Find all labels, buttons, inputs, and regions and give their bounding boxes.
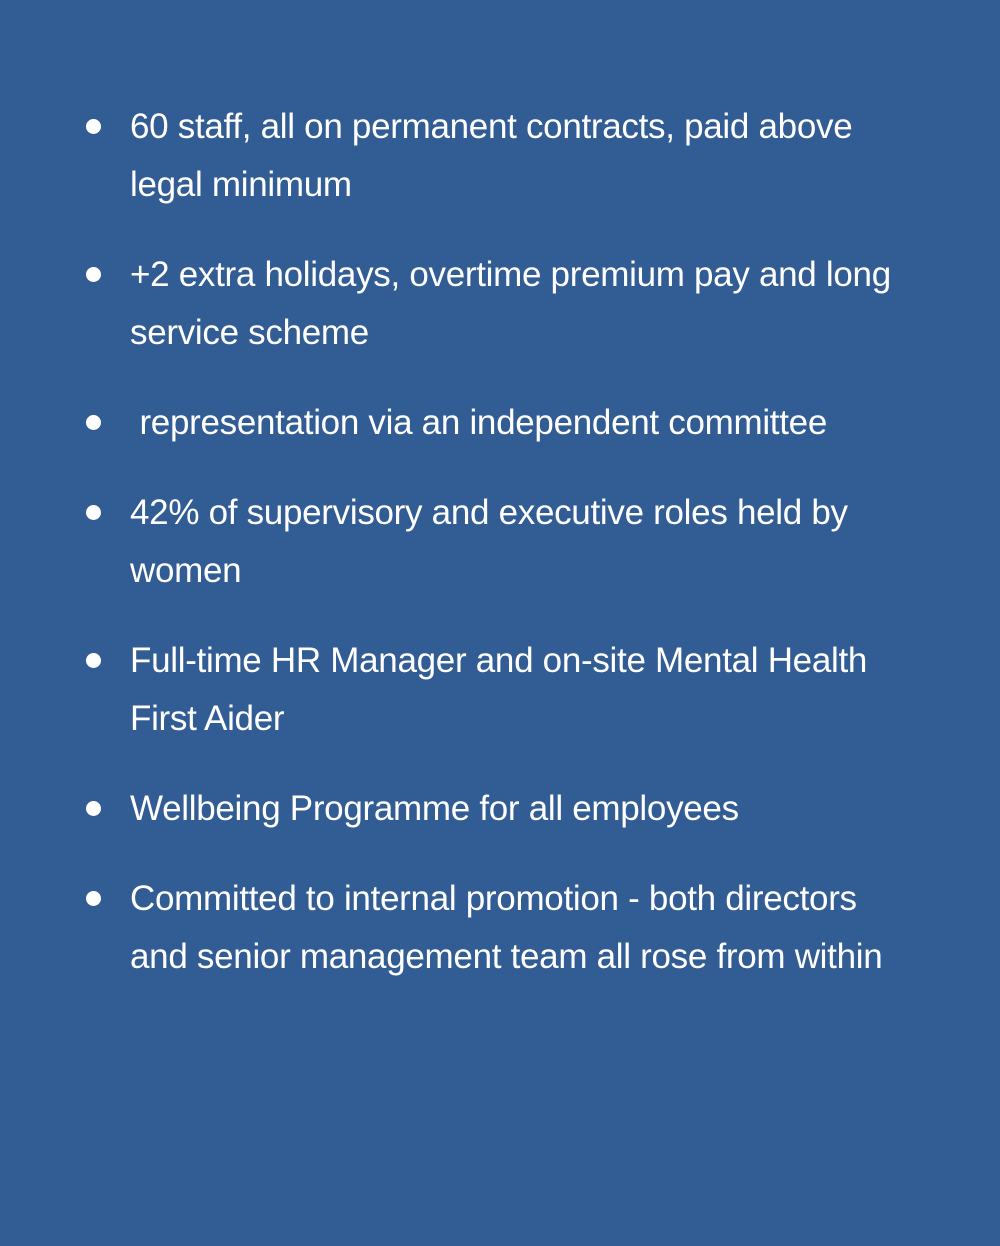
list-item [80,780,910,838]
bullet-icon [86,267,101,282]
list-item-text: representation via an independent committee [130,403,827,442]
list-item-text: 42% of supervisory and executive roles held by women [130,493,858,590]
list-item [80,632,910,748]
bullet-icon [86,801,101,816]
list-item [80,394,910,452]
bullet-icon [86,891,101,906]
bullet-icon [86,415,101,430]
list-item-text: Committed to internal promotion - both directors and senior management team all rose from within [130,879,883,976]
list-item-text: Full-time HR Manager and on-site Mental Health First Aider [130,641,877,738]
benefits-list [80,98,910,1018]
list-item-text: 60 staff, all on permanent contracts, paid above legal minimum [130,107,862,204]
list-item [80,870,910,986]
list-item [80,484,910,600]
list-item-text: Wellbeing Programme for all employees [130,789,739,828]
bullet-icon [86,119,101,134]
list-item [80,98,910,214]
bullet-icon [86,505,101,520]
list-item [80,246,910,362]
bullet-icon [86,653,101,668]
list-item-text: +2 extra holidays, overtime premium pay and long service scheme [130,255,901,352]
